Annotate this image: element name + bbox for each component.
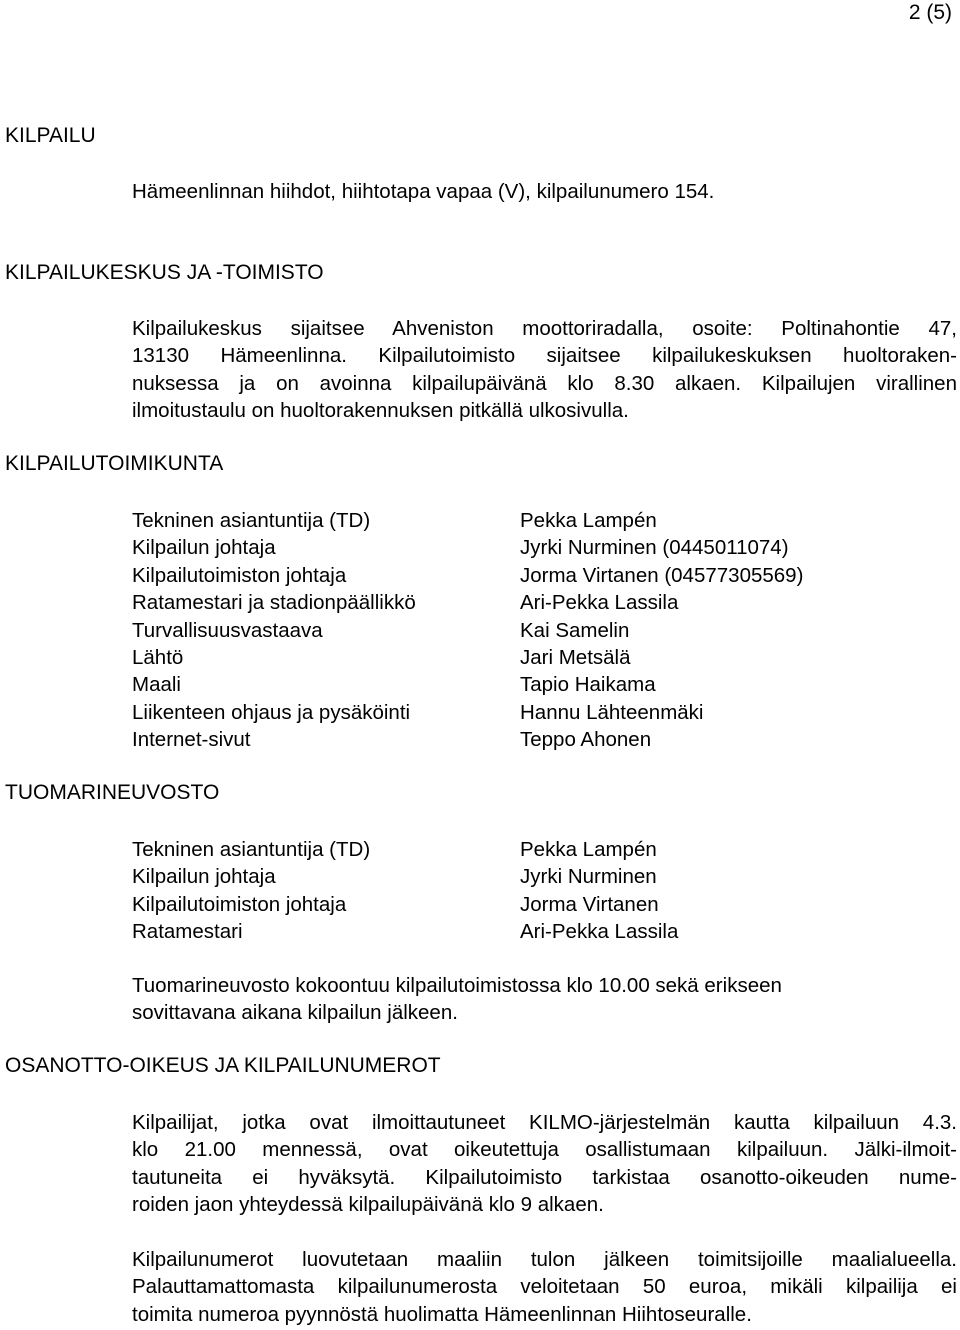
role-label: Liikenteen ohjaus ja pysäköinti (132, 700, 411, 724)
kilpailukeskus-line: nuksessa ja on avoinna kilpailupäivänä klo 8.30 alkaen. Kilpailujen virallinen (132, 371, 957, 395)
person-name: Jyrki Nurminen (0445011074) (520, 536, 789, 560)
role-label: Tekninen asiantuntija (TD) (132, 838, 371, 861)
table-row (132, 863, 932, 890)
heading-tuomarineuvosto: TUOMARINEUVOSTO (5, 781, 220, 804)
role-label: Kilpailun johtaja (132, 865, 276, 889)
table-row (132, 589, 932, 616)
table-row (132, 699, 932, 726)
person-name: Kai Samelin (520, 618, 630, 642)
heading-kilpailutoimikunta: KILPAILUTOIMIKUNTA (5, 452, 224, 475)
table-row (132, 562, 932, 589)
role-label: Lähtö (132, 645, 184, 669)
person-name: Jorma Virtanen (04577305569) (520, 563, 804, 587)
heading-kilpailu: KILPAILU (5, 124, 96, 147)
tuomarineuvosto-note (132, 972, 957, 1027)
table-row (132, 836, 932, 863)
person-name: Tapio Haikama (520, 673, 656, 697)
table-row (132, 891, 932, 918)
person-name: Pekka Lampén (520, 838, 657, 861)
person-name: Jyrki Nurminen (520, 865, 657, 889)
osanotto-line: Kilpailijat, jotka ovat ilmoittautuneet KILMO-järjestelmän kautta kilpailuun 4.3. (132, 1111, 957, 1134)
table-row (132, 918, 932, 945)
kilpailu-text: Hämeenlinnan hiihdot, hiihtotapa vapaa (V), kilpailunumero 154. (132, 180, 715, 203)
table-row (132, 671, 932, 698)
role-label: Turvallisuusvastaava (132, 618, 323, 642)
role-label: Kilpailun johtaja (132, 536, 276, 560)
role-label: Internet-sivut (132, 728, 251, 752)
note-line: Tuomarineuvosto kokoontuu kilpailutoimistossa klo 10.00 sekä erikseen (132, 974, 782, 997)
heading-kilpailukeskus: KILPAILUKESKUS JA -TOIMISTO (5, 261, 324, 284)
table-row (132, 534, 932, 561)
role-label: Maali (132, 673, 181, 697)
kilpailukeskus-line: Kilpailukeskus sijaitsee Ahveniston moottoriradalla, osoite: Poltinahontie 47, (132, 317, 957, 340)
kilpailukeskus-line: ilmoitustaulu on huoltorakennuksen pitkällä ulkosivulla. (132, 399, 629, 423)
person-name: Ari-Pekka Lassila (520, 920, 679, 944)
role-label: Tekninen asiantuntija (TD) (132, 509, 371, 532)
tuomarineuvosto-table (132, 836, 932, 946)
person-name: Jorma Virtanen (520, 892, 659, 916)
table-row (132, 644, 932, 671)
role-label: Kilpailutoimiston johtaja (132, 892, 347, 916)
person-name: Ari-Pekka Lassila (520, 591, 679, 615)
table-row (132, 507, 932, 534)
role-label: Ratamestari (132, 920, 243, 944)
osanotto-line: klo 21.00 mennessä, ovat oikeutettuja osallistumaan kilpailuun. Jälki-ilmoit- (132, 1138, 957, 1162)
kilpailutoimikunta-table (132, 507, 932, 754)
osanotto-line: roiden jaon yhteydessä kilpailupäivänä klo 9 alkaen. (132, 1193, 604, 1217)
person-name: Pekka Lampén (520, 509, 657, 532)
osanotto-line: toimita numeroa pyynnöstä huolimatta Hämeenlinnan Hiihtoseuralle. (132, 1302, 752, 1326)
osanotto-line: Kilpailunumerot luovutetaan maaliin tulon jälkeen toimitsijoille maalialueella. (132, 1248, 957, 1271)
role-label: Kilpailutoimiston johtaja (132, 563, 347, 587)
heading-osanotto: OSANOTTO-OIKEUS JA KILPAILUNUMEROT (5, 1054, 441, 1077)
osanotto-line: Palauttamattomasta kilpailunumerosta veloitetaan 50 euroa, mikäli kilpailija ei (132, 1275, 957, 1299)
osanotto-line: tautuneita ei hyväksytä. Kilpailutoimisto tarkistaa osanotto-oikeuden nume- (132, 1165, 957, 1189)
osanotto-paragraph-2 (132, 1246, 957, 1328)
note-line: sovittavana aikana kilpailun jälkeen. (132, 1001, 458, 1025)
person-name: Hannu Lähteenmäki (520, 700, 704, 724)
role-label: Ratamestari ja stadionpäällikkö (132, 591, 416, 615)
osanotto-paragraph-1 (132, 1109, 957, 1219)
person-name: Jari Metsälä (520, 645, 631, 669)
kilpailukeskus-paragraph (132, 315, 957, 425)
person-name: Teppo Ahonen (520, 728, 652, 752)
table-row (132, 726, 932, 753)
kilpailukeskus-line: 13130 Hämeenlinna. Kilpailutoimisto sijaitsee kilpailukeskuksen huoltoraken- (132, 344, 957, 368)
page-number: 2 (5) (908, 1, 952, 24)
table-row (132, 617, 932, 644)
